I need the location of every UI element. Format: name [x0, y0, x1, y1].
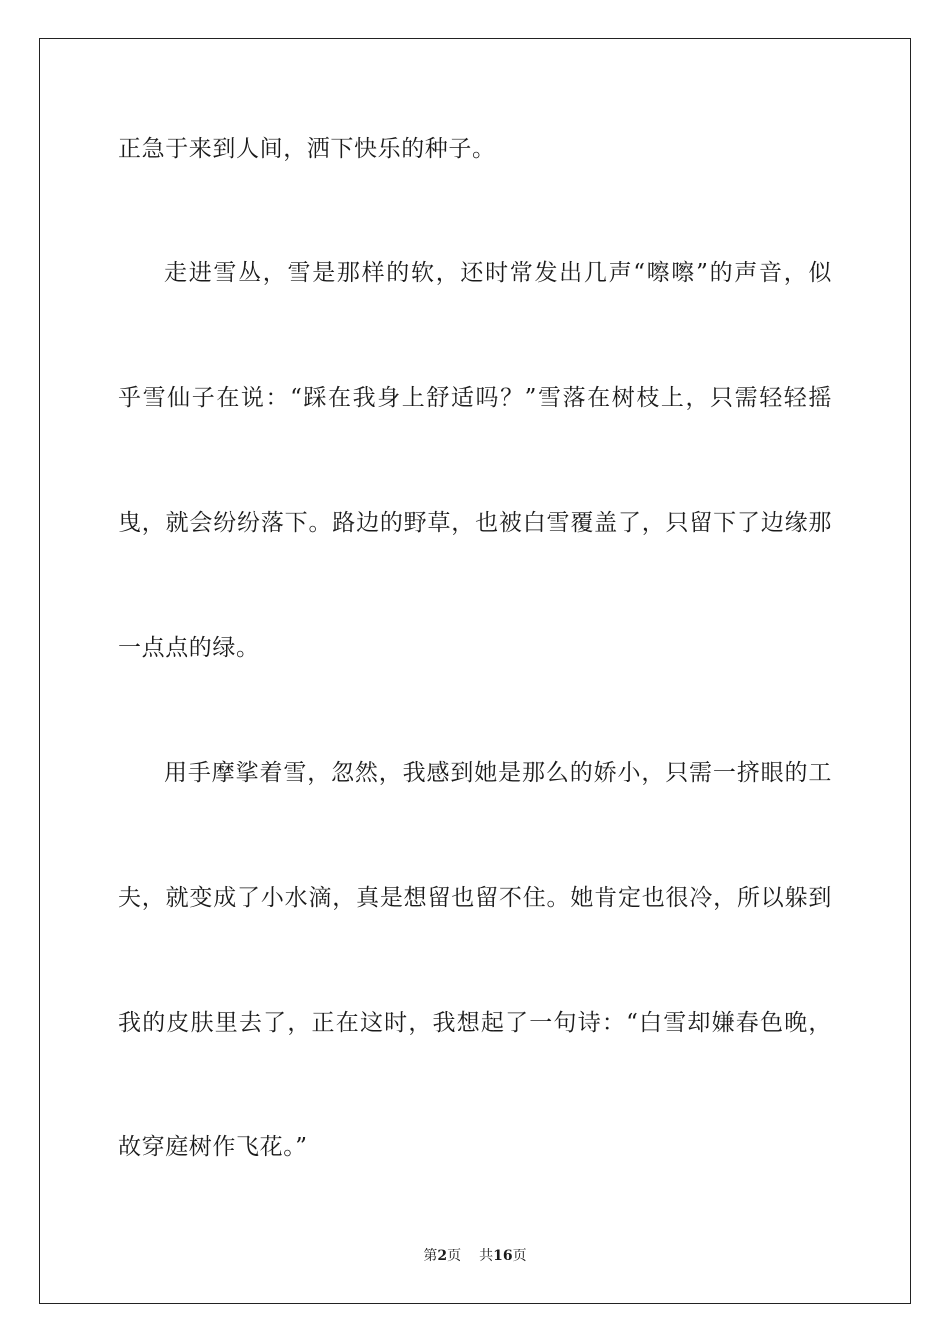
page-suffix: 页: [447, 1248, 462, 1264]
paragraph-line: 故穿庭树作飞花。”: [118, 1134, 308, 1160]
page-prefix: 第: [423, 1248, 438, 1264]
paragraph-line: 一点点的绿。: [118, 635, 260, 661]
paragraph-line: 用手摩挲着雪，忽然，我感到她是那么的娇小，只需一挤眼的工: [164, 760, 832, 786]
page-border: [39, 38, 911, 1304]
paragraph-line: 曳，就会纷纷落下。路边的野草，也被白雪覆盖了，只留下了边缘那: [118, 510, 832, 536]
paragraph-line: 夫，就变成了小水滴，真是想留也留不住。她肯定也很冷，所以躲到: [118, 885, 832, 911]
paragraph-line: 我的皮肤里去了，正在这时，我想起了一句诗：“白雪却嫌春色晚，: [118, 1010, 832, 1036]
total-prefix: 共: [479, 1248, 494, 1264]
paragraph-line: 走进雪丛，雪是那样的软，还时常发出几声“嚓嚓”的声音，似: [164, 260, 832, 286]
paragraph-line: 乎雪仙子在说：“踩在我身上舒适吗？”雪落在树枝上，只需轻轻摇: [118, 385, 832, 411]
page-number: 2: [437, 1248, 448, 1264]
page-footer: [0, 1247, 950, 1265]
total-suffix: 页: [512, 1248, 527, 1264]
total-pages: 16: [493, 1248, 513, 1264]
paragraph-line: 正急于来到人间，洒下快乐的种子。: [118, 136, 496, 162]
